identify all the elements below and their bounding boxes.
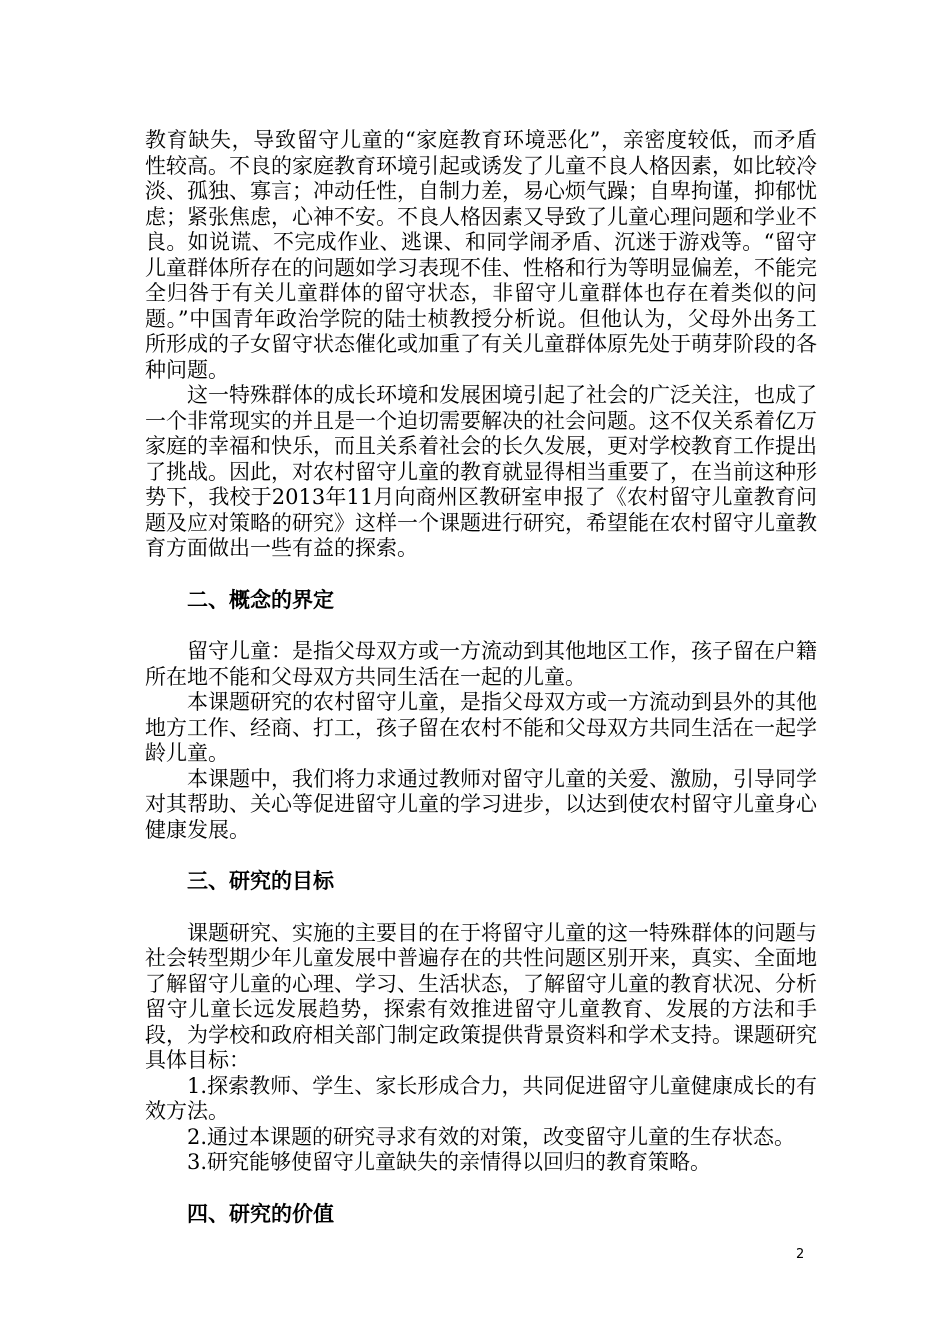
- section-heading-goals: 三、研究的目标: [187, 869, 334, 893]
- intro-paragraph-1: 教育缺失，导致留守儿童的“家庭教育环境恶化”，亲密度较低，而矛盾性较高。不良的家庭教育环境引起或诱发了儿童不良人格因素，如比较冷淡、孤独、寡言；冲动任性，自制力差，易心烦气躁；自卑拘谨，抑郁忧虑；紧张焦虑，心神不安。不良人格因素又导致了儿童心理问题和学业不良。如说谎、不完成作业、逃课、和同学闹矛盾、沉迷于游戏等。“留守儿童群体所存在的问题如学习表现不佳、性格和行为等明显偏差，不能完全归咎于有关儿童群体的留守状态，非留守儿童群体也存在着类似的问题。”中国青年政治学院的陆士桢教授分析说。但他认为，父母外出务工所形成的子女留守状态催化或加重了有关儿童群体原先处于萌芽阶段的各种问题。: [145, 128, 817, 382]
- document-body: [145, 128, 817, 1227]
- goals-item-1: 1.探索教师、学生、家长形成合力，共同促进留守儿童健康成长的有效方法。: [145, 1073, 817, 1123]
- section-heading-value: 四、研究的价值: [187, 1201, 334, 1226]
- concept-paragraph-2: 本课题研究的农村留守儿童，是指父母双方或一方流动到县外的其他地方工作、经商、打工，孩子留在农村不能和父母双方共同生活在一起学龄儿童。: [145, 690, 817, 765]
- section-heading-concept: 二、概念的界定: [187, 587, 334, 612]
- intro-paragraph-2: 这一特殊群体的成长环境和发展困境引起了社会的广泛关注，也成了一个非常现实的并且是一个迫切需要解决的社会问题。这不仅关系着亿万家庭的幸福和快乐，而且关系着社会的长久发展，更对学校教育工作提出了挑战。因此，对农村留守儿童的教育就显得相当重要了，在当前这种形势下，我校于2013年11月向商州区教研室申报了《农村留守儿童教育问题及应对策略的研究》这样一个课题进行研究，希望能在农村留守儿童教育方面做出一些有益的探索。: [145, 383, 817, 560]
- concept-paragraph-3: 本课题中，我们将力求通过教师对留守儿童的关爱、激励，引导同学对其帮助、关心等促进留守儿童的学习进步，以达到使农村留守儿童身心健康发展。: [145, 766, 817, 842]
- page-number: 2: [796, 1247, 805, 1262]
- concept-paragraph-1: 留守儿童：是指父母双方或一方流动到其他地区工作，孩子留在户籍所在地不能和父母双方共同生活在一起的儿童。: [145, 639, 817, 689]
- goals-item-2: 2.通过本课题的研究寻求有效的对策，改变留守儿童的生存状态。: [187, 1124, 796, 1149]
- goals-paragraph-1: 课题研究、实施的主要目的在于将留守儿童的这一特殊群体的问题与社会转型期少年儿童发展中普遍存在的共性问题区别开来，真实、全面地了解留守儿童的心理、学习、生活状态，了解留守儿童的教育状况、分析留守儿童长远发展趋势，探索有效推进留守儿童教育、发展的方法和手段，为学校和政府相关部门制定政策提供背景资料和学术支持。课题研究具体目标：: [145, 920, 817, 1072]
- goals-item-3: 3.研究能够使留守儿童缺失的亲情得以回归的教育策略。: [187, 1150, 712, 1174]
